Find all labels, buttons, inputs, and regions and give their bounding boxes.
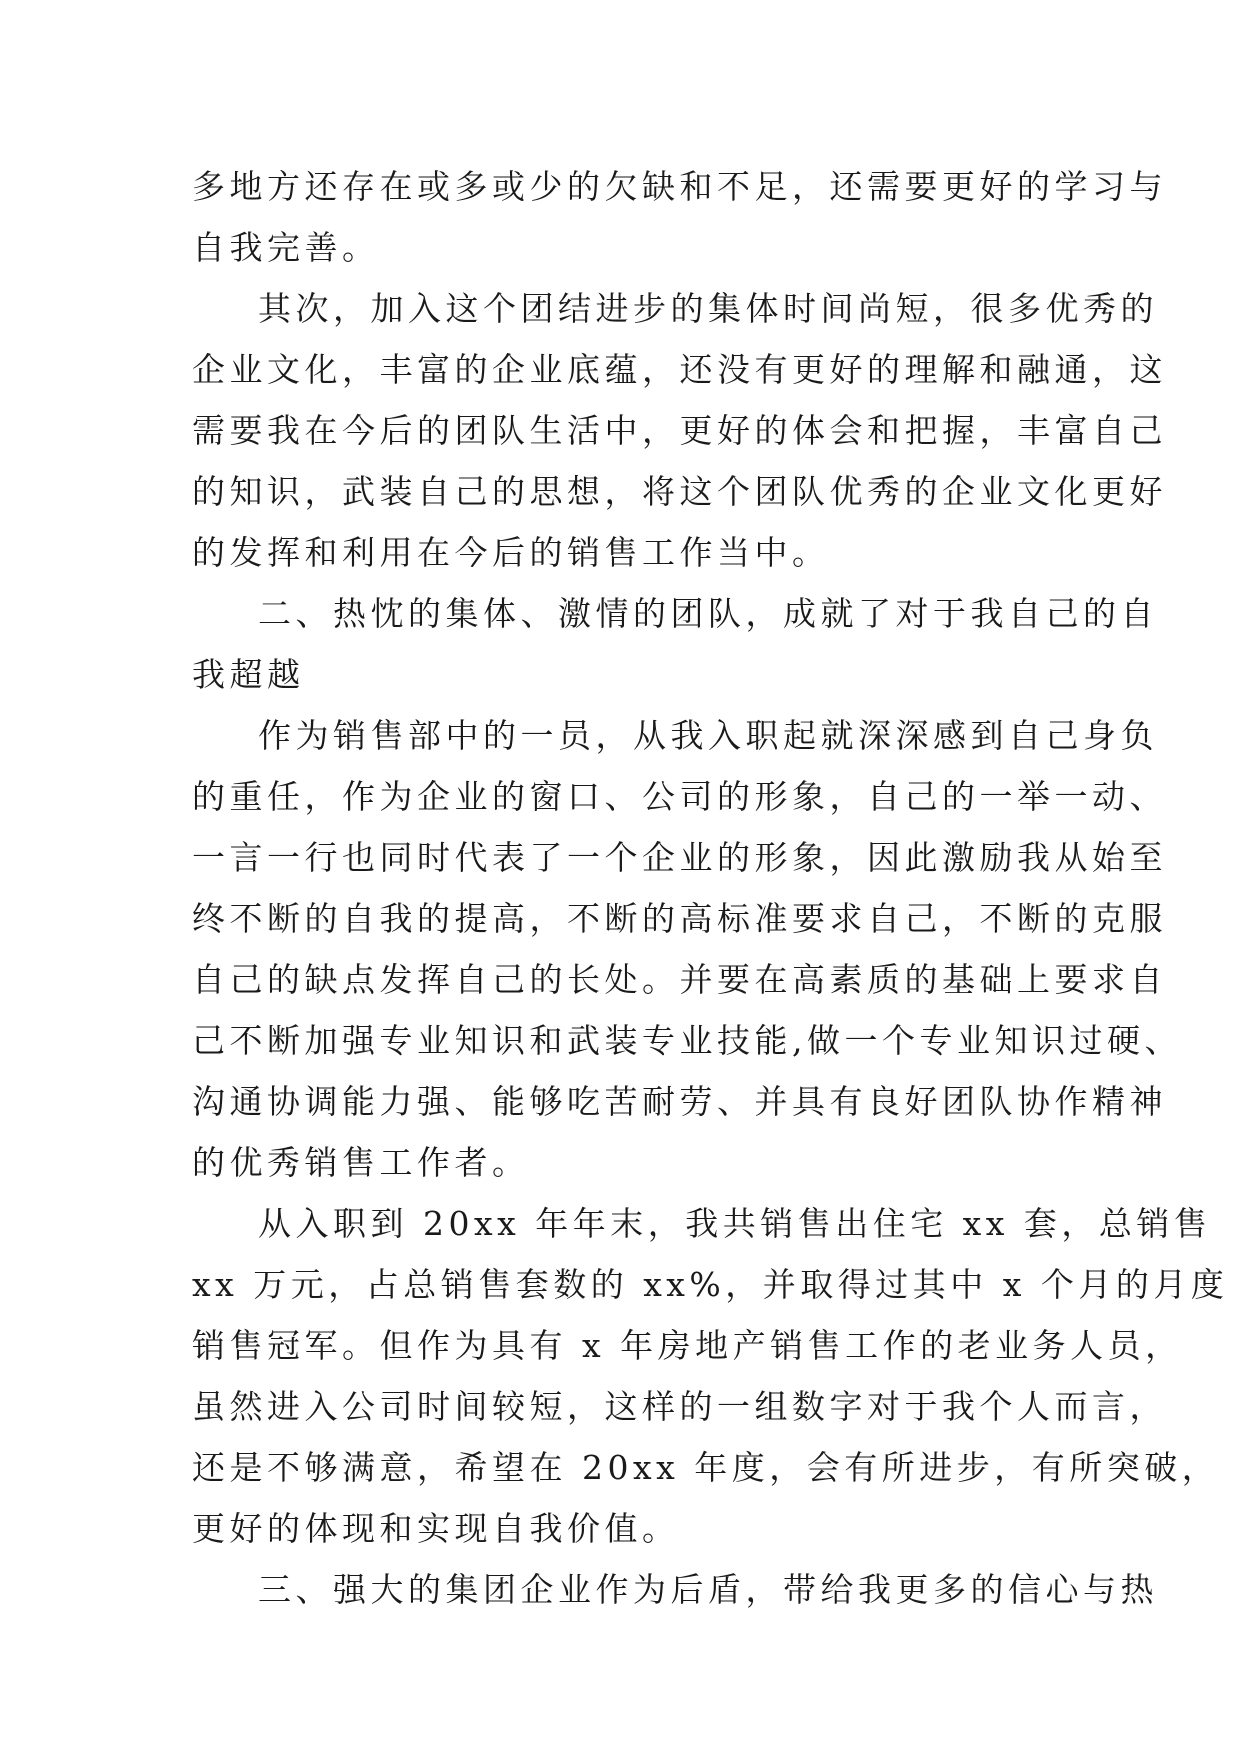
text-line: 的重任，作为企业的窗口、公司的形象，自己的一举一动、: [192, 777, 1167, 816]
text-line: 沟通协调能力强、能够吃苦耐劳、并具有良好团队协作精神: [192, 1082, 1167, 1121]
text-line: 需要我在今后的团队生活中，更好的体会和把握，丰富自己: [192, 411, 1167, 450]
text-line: 虽然进入公司时间较短，这样的一组数字对于我个人而言，: [192, 1387, 1167, 1426]
section-heading-3: 三、强大的集团企业作为后盾，带给我更多的信心与热: [258, 1570, 1158, 1609]
text-line: 的优秀销售工作者。: [192, 1143, 530, 1182]
text-line: 自我完善。: [192, 228, 380, 267]
text-line: 还是不够满意，希望在 20xx 年度，会有所进步，有所突破，: [192, 1448, 1220, 1487]
text-line: 己不断加强专业知识和武装专业技能,做一个专业知识过硬、: [192, 1021, 1182, 1060]
text-line: 企业文化，丰富的企业底蕴，还没有更好的理解和融通，这: [192, 350, 1167, 389]
text-line: 的发挥和利用在今后的销售工作当中。: [192, 533, 830, 572]
paragraph-start-line: 其次，加入这个团结进步的集体时间尚短，很多优秀的: [258, 289, 1158, 328]
section-heading-2: 二、热忱的集体、激情的团队，成就了对于我自己的自: [258, 594, 1158, 633]
text-line: xx 万元，占总销售套数的 xx%，并取得过其中 x 个月的月度: [192, 1265, 1229, 1304]
paragraph-start-line: 作为销售部中的一员，从我入职起就深深感到自己身负: [258, 716, 1158, 755]
document-body: [192, 156, 1229, 1620]
paragraph-start-line: 从入职到 20xx 年年末，我共销售出住宅 xx 套，总销售: [258, 1204, 1212, 1243]
text-line: 一言一行也同时代表了一个企业的形象，因此激励我从始至: [192, 838, 1167, 877]
text-line: 终不断的自我的提高，不断的高标准要求自己，不断的克服: [192, 899, 1167, 938]
text-line: 的知识，武装自己的思想，将这个团队优秀的企业文化更好: [192, 472, 1167, 511]
text-line: 多地方还存在或多或少的欠缺和不足，还需要更好的学习与: [192, 167, 1167, 206]
text-line: 更好的体现和实现自我价值。: [192, 1509, 680, 1548]
text-line: 销售冠军。但作为具有 x 年房地产销售工作的老业务人员，: [192, 1326, 1183, 1365]
text-line: 自己的缺点发挥自己的长处。并要在高素质的基础上要求自: [192, 960, 1167, 999]
section-heading-2-continued: 我超越: [192, 655, 305, 694]
